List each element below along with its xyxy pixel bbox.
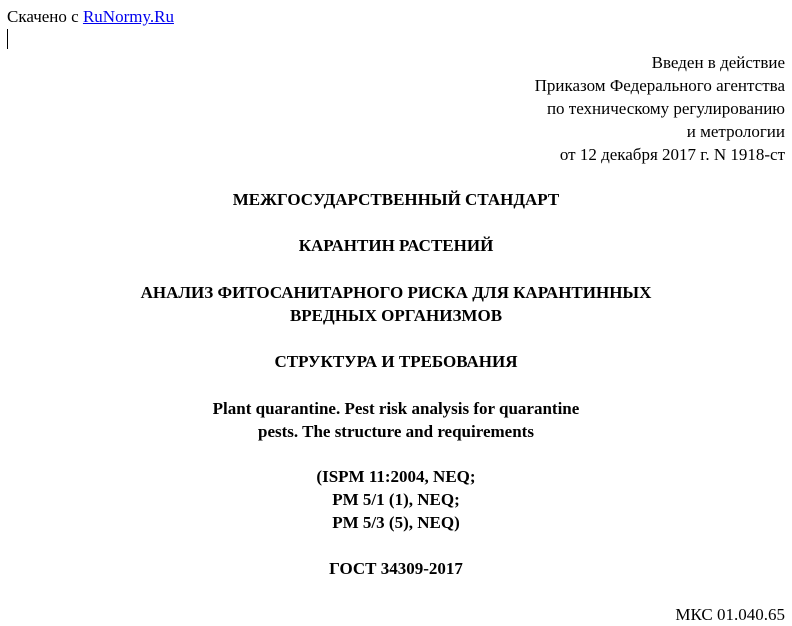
title-sub-line: АНАЛИЗ ФИТОСАНИТАРНОГО РИСКА ДЛЯ КАРАНТИННЫХ — [140, 283, 652, 302]
standard-type-heading — [0, 188, 792, 211]
standard-type: МЕЖГОСУДАРСТВЕННЫЙ СТАНДАРТ — [232, 190, 560, 209]
english-title — [0, 397, 792, 443]
reference-line: PM 5/3 (5), NEQ) — [332, 513, 460, 532]
title-part-heading — [0, 350, 792, 373]
reference-line: (ISPM 11:2004, NEQ; — [316, 467, 476, 486]
reference-line: PM 5/1 (1), NEQ; — [332, 490, 460, 509]
english-title-line: pests. The structure and requirements — [258, 422, 534, 441]
download-source-line — [7, 5, 174, 28]
download-prefix: Скачено с — [7, 7, 83, 26]
approval-line: и метрологии — [686, 122, 785, 141]
designation-heading — [0, 557, 792, 580]
runormy-link[interactable]: RuNormy.Ru — [82, 7, 174, 26]
title-main: КАРАНТИН РАСТЕНИЙ — [298, 236, 494, 255]
mks-code: МКС 01.040.65 — [675, 605, 785, 624]
title-sub-heading — [0, 281, 792, 327]
approval-line: Введен в действие — [651, 53, 785, 72]
title-sub-line: ВРЕДНЫХ ОРГАНИЗМОВ — [289, 306, 503, 325]
text-cursor — [7, 29, 8, 49]
approval-line: от 12 декабря 2017 г. N 1918-ст — [559, 145, 785, 164]
references-block — [0, 465, 792, 534]
approval-line: по техническому регулированию — [546, 99, 785, 118]
approval-line: Приказом Федерального агентства — [534, 76, 785, 95]
gost-designation: ГОСТ 34309-2017 — [329, 559, 463, 578]
english-title-line: Plant quarantine. Pest risk analysis for quarantine — [212, 399, 580, 418]
title-main-heading — [0, 234, 792, 257]
approval-block — [535, 51, 785, 166]
title-part: СТРУКТУРА И ТРЕБОВАНИЯ — [274, 352, 518, 371]
